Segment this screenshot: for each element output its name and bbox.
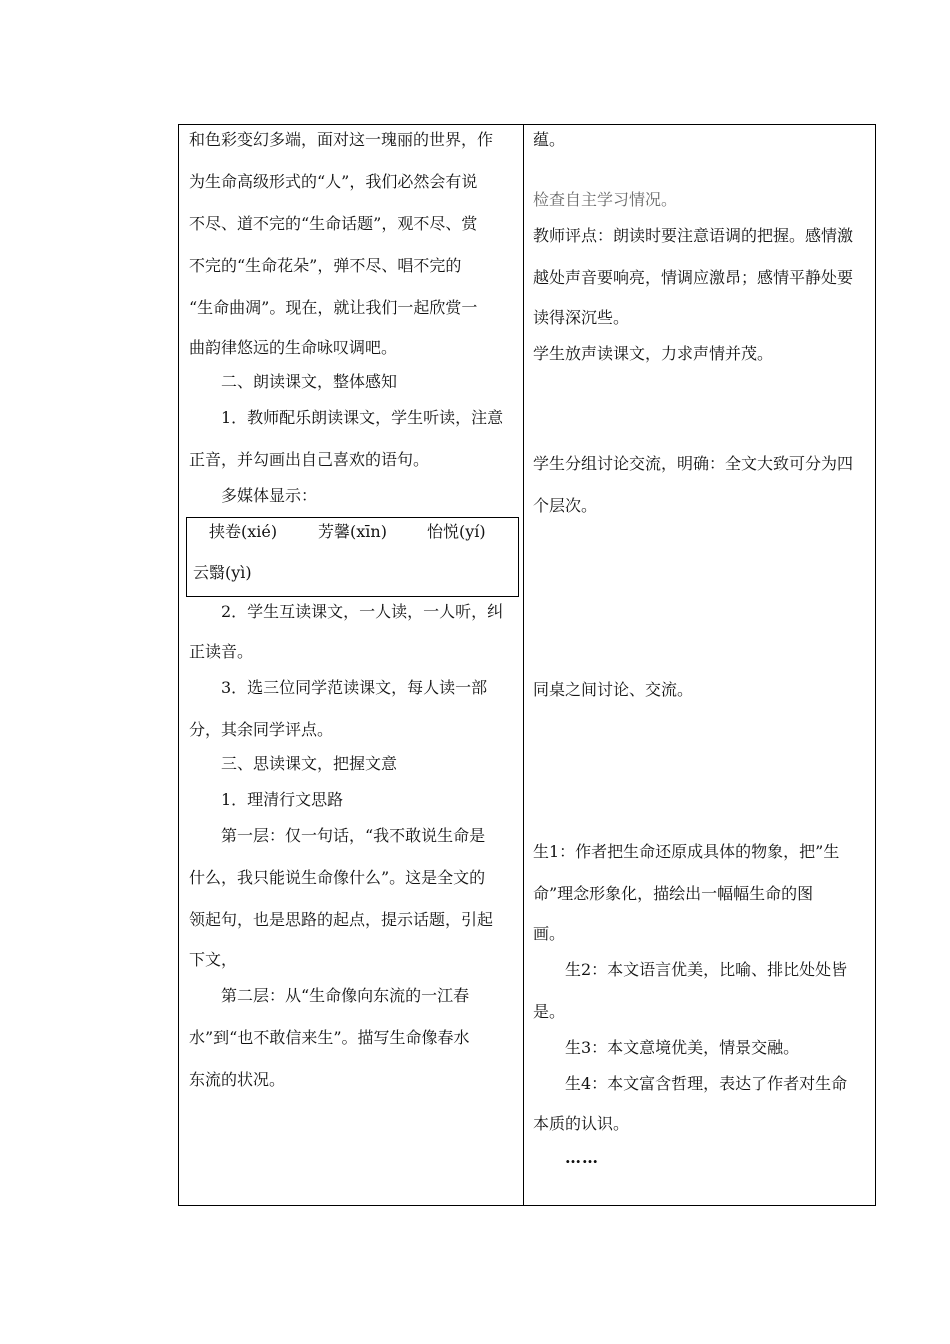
left-text-line: 为生命高级形式的“人”，我们必然会有说	[189, 172, 478, 191]
left-text-line: 水”到“也不敢信来生”。描写生命像春水	[189, 1028, 470, 1047]
left-text-line: 多媒体显示：	[221, 486, 318, 505]
right-text-line: 生2：本文语言优美，比喻、排比处处皆	[565, 960, 848, 979]
vocab-word: 云翳(yì)	[193, 563, 252, 582]
left-text-line: 3．选三位同学范读课文，每人读一部	[221, 678, 488, 697]
right-text-line: 命”理念形象化，描绘出一幅幅生命的图	[533, 884, 814, 903]
right-text-line: 生1：作者把生命还原成具体的物象，把”生	[533, 842, 840, 861]
right-text-line: 本质的认识。	[533, 1114, 630, 1133]
left-text-line: 东流的状况。	[189, 1070, 286, 1089]
right-text-line: 教师评点：朗读时要注意语调的把握。感情激	[533, 226, 854, 245]
right-text-line: 学生放声读课文，力求声情并茂。	[533, 344, 774, 363]
left-text-line: 领起句，也是思路的起点，提示话题，引起	[189, 910, 494, 929]
left-text-line: 第二层：从“生命像向东流的一江春	[221, 986, 470, 1005]
left-text-line: 正读音。	[189, 642, 254, 661]
right-text-line: 蕴。	[533, 130, 566, 149]
left-text-line: 下文，	[189, 950, 238, 969]
left-text-line: 不尽、道不完的“生命话题”，观不尽、赏	[189, 214, 478, 233]
left-text-line: 和色彩变幻多端，面对这一瑰丽的世界，作	[189, 130, 494, 149]
lesson-plan-table	[178, 124, 876, 1206]
multimedia-display-box	[186, 517, 519, 597]
left-text-line: 什么，我只能说生命像什么”。这是全文的	[189, 868, 486, 887]
right-text-line: 同桌之间讨论、交流。	[533, 680, 694, 699]
left-text-line: 第一层：仅一句话，“我不敢说生命是	[221, 826, 486, 845]
vocab-word: 挟卷(xié)	[209, 522, 278, 541]
right-text-line: 读得深沉些。	[533, 308, 630, 327]
right-text-line: 是。	[533, 1002, 566, 1021]
right-text-line: 生4：本文富含哲理，表达了作者对生命	[565, 1074, 848, 1093]
vocab-word: 怡悦(yí)	[427, 522, 486, 541]
left-text-line: 正音，并勾画出自己喜欢的语句。	[189, 450, 430, 469]
left-text-line: 曲韵律悠远的生命咏叹调吧。	[189, 338, 398, 357]
vocab-word: 芳馨(xīn)	[318, 522, 387, 541]
right-text-line: 检查自主学习情况。	[533, 190, 678, 209]
right-text-line: 学生分组讨论交流，明确：全文大致可分为四	[533, 454, 854, 473]
column-divider	[523, 125, 524, 1205]
right-text-line: 生3：本文意境优美，情景交融。	[565, 1038, 800, 1057]
right-text-line: 越处声音要响亮，情调应激昂；感情平静处要	[533, 268, 854, 287]
right-text-line: 个层次。	[533, 496, 598, 515]
ellipsis: ……	[565, 1148, 599, 1167]
left-text-line: 分，其余同学评点。	[189, 720, 334, 739]
left-text-line: 不完的“生命花朵”，弹不尽、唱不完的	[189, 256, 462, 275]
right-text-line: 画。	[533, 924, 566, 943]
left-text-line: “生命曲凋”。现在，就让我们一起欣赏一	[189, 298, 478, 317]
left-text-line: 2．学生互读课文，一人读，一人听，纠	[221, 602, 504, 621]
left-text-line: 1．教师配乐朗读课文，学生听读，注意	[221, 408, 504, 427]
section-heading: 三、思读课文，把握文意	[221, 754, 398, 773]
left-text-line: 1．理清行文思路	[221, 790, 344, 809]
section-heading: 二、朗读课文，整体感知	[221, 372, 398, 391]
